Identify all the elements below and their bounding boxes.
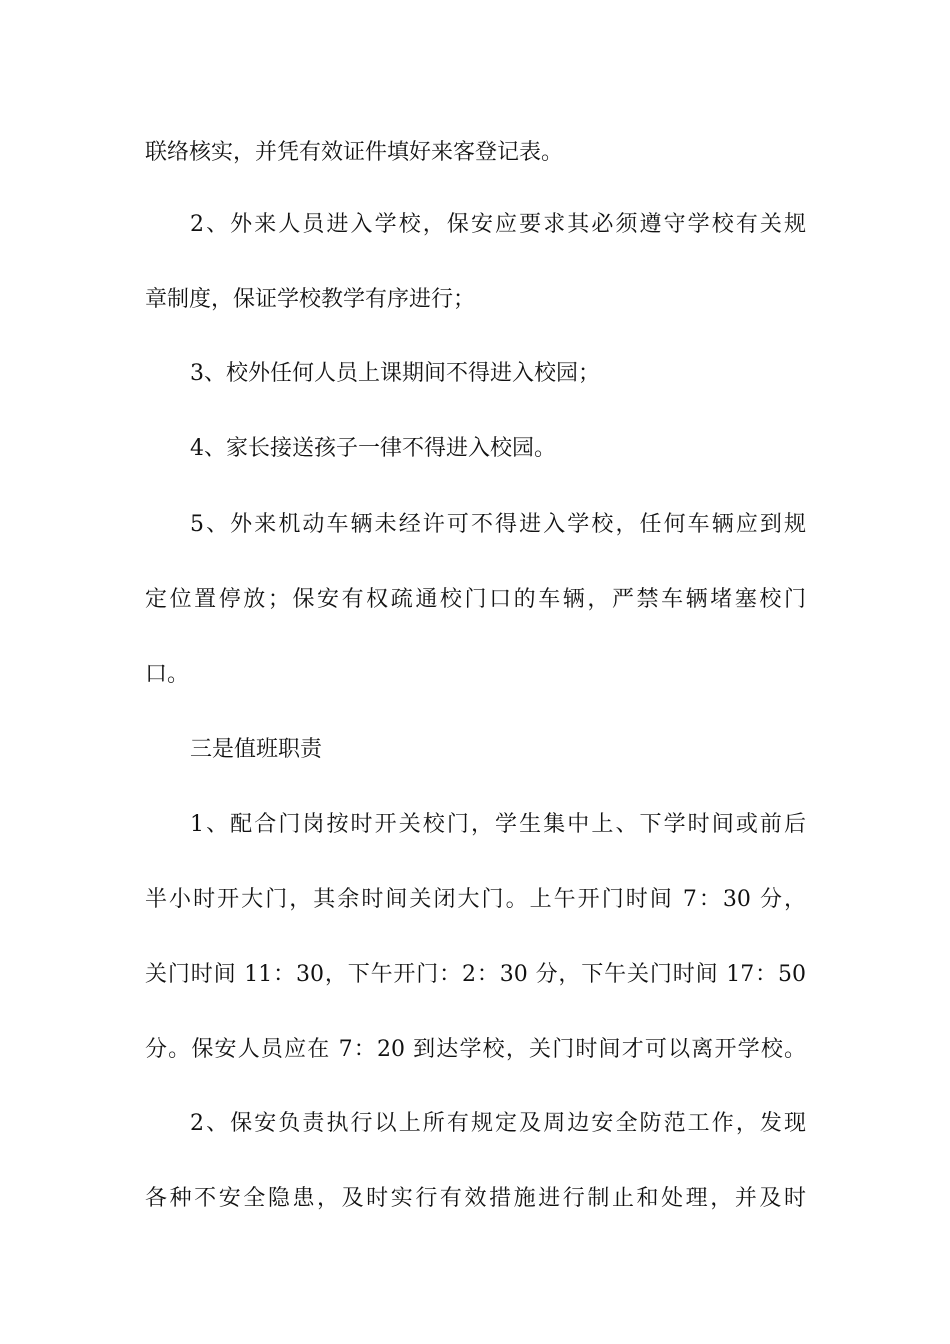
text-line: 各种不安全隐患，及时实行有效措施进行制止和处理，并及时 [145, 1186, 806, 1211]
text-line: 半小时开大门，其余时间关闭大门。上午开门时间 7：30 分， [145, 887, 806, 912]
text-line: 4、家长接送孩子一律不得进入校园。 [190, 436, 556, 461]
text-line: 定位置停放；保安有权疏通校门口的车辆，严禁车辆堵塞校门 [145, 587, 806, 612]
text-line: 3、校外任何人员上课期间不得进入校园； [190, 361, 600, 386]
text-line: 分。保安人员应在 7：20 到达学校，关门时间才可以离开学校。 [145, 1037, 806, 1062]
text-line: 联络核实，并凭有效证件填好来客登记表。 [145, 140, 564, 165]
text-line: 章制度，保证学校教学有序进行； [145, 287, 476, 312]
text-line: 2、保安负责执行以上所有规定及周边安全防范工作，发现 [190, 1111, 806, 1136]
text-line: 1、配合门岗按时开关校门，学生集中上、下学时间或前后 [190, 812, 806, 837]
section-heading: 三是值班职责 [190, 737, 323, 762]
text-line: 口。 [145, 662, 190, 687]
text-line: 2、外来人员进入学校，保安应要求其必须遵守学校有关规 [190, 212, 806, 237]
text-line: 5、外来机动车辆未经许可不得进入学校，任何车辆应到规 [190, 512, 806, 537]
text-line: 关门时间 11：30，下午开门：2：30 分，下午关门时间 17：50 [145, 962, 806, 987]
